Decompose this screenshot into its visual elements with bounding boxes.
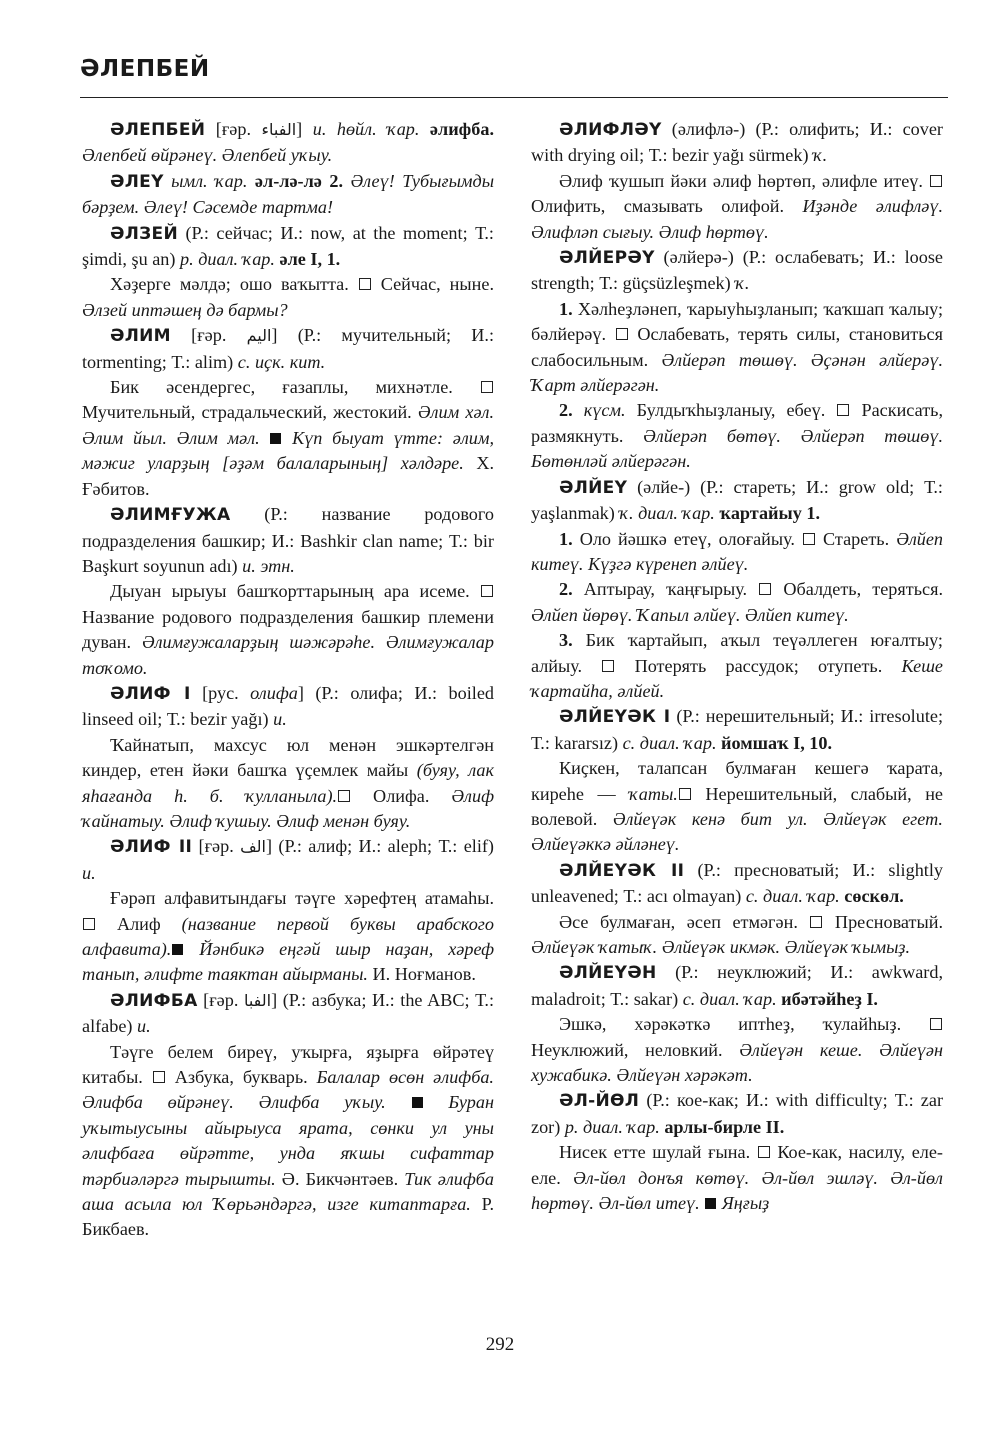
definition-al-yol [531, 1140, 943, 1216]
definition-alzey [82, 272, 494, 323]
entry-alepbey [82, 117, 494, 169]
etymology: [рус. [190, 682, 251, 703]
headword: ӘЛИФ II [110, 837, 193, 858]
grammar-label: ҡ. [813, 145, 828, 166]
definition: Бик әсендергес, ғазаплы, михнәтле. [110, 377, 480, 398]
translations: (Р.: название родового подразделения башкир; И.: Bashkir clan name; Т.: bir Başkurt soyunun adı) [82, 504, 494, 576]
definition: Ҡайнатып, махсус юл менән эшкәртелгән киндер, етен йәки башҡа үҫемлек майы [82, 734, 494, 781]
etymology-close: ] [296, 119, 313, 139]
citation-source: Х. Ғәбитов. [82, 453, 494, 499]
cross-reference: әле I, 1. [279, 249, 341, 270]
sense-number: 2. [559, 400, 573, 421]
russian-gloss: Потерять рассудок; отупеть. [615, 655, 902, 676]
antonym: ҡаты. [629, 783, 678, 804]
russian-gloss: Сейчас, ныне. [371, 274, 494, 295]
definition-note: (буяу, лак яһағанда һ. б. ҡулланыла). [82, 760, 494, 806]
russian-gloss: Нерешительный, слабый, не волевой. [531, 783, 943, 829]
russian-gloss: Кое-как, насилу, еле-еле. [531, 1142, 943, 1188]
open-square-icon [758, 1146, 770, 1158]
source-word: олифа [250, 682, 298, 703]
entry-aliflau [531, 117, 943, 169]
entry-alif-2 [82, 834, 494, 886]
example: Әлзей иптәшең дә бармы? [82, 299, 288, 320]
citation-source: Ә. Бикчәнтәев. [275, 1168, 405, 1189]
definition: Бик ҡартайып, аҡыл теүәллеген юғалтыу; алйыу. [531, 630, 943, 676]
filled-square-icon [270, 433, 281, 444]
translations: (әлифлә-) (Р.: олифить; И.: cover with drying oil; Т.: bezir yağı sürmek) [531, 119, 943, 166]
arabic-word: اليم [246, 326, 272, 346]
definition-aliflau [531, 169, 943, 245]
translations: (Р.: пресноватый; И.: slightly unleavened; Т.: acı olmayan) [531, 859, 943, 907]
grammar-label: и. [137, 1016, 151, 1037]
filled-square-icon [705, 1198, 716, 1209]
open-square-icon [803, 533, 815, 545]
example: Әлйерәп бөтөү. Әлйерәп төшөү. Бөтөнләй әлйерәгән. [531, 425, 943, 472]
sense-number: 2. [559, 579, 573, 600]
definition: Эшкә, хәрәкәткә иптһеҙ, ҡулайһыҙ. [559, 1014, 929, 1035]
sense-1 [531, 297, 943, 399]
sense-1 [531, 527, 943, 578]
definition-alyeuak-1 [531, 756, 943, 858]
arabic-word: الف [240, 837, 266, 857]
translations: (әлйе-) (Р.: стареть; И.: grow old; Т.: yaşlanmak) [531, 476, 943, 524]
headword: ӘЛИФ I [110, 683, 191, 704]
cross-reference: ҡартайыу 1. [719, 503, 821, 524]
example: Кеше ҡартайһа, әлйей. [531, 655, 943, 701]
translations: (әлйерә-) (Р.: ослабевать; И.: loose strength; Т.: güçsüzleşmek) [531, 247, 943, 294]
open-square-icon [930, 175, 942, 187]
example: Әлйерәп төшөү. Әҫәнән әлйерәү. Ҡарт әлйерәгән. [531, 349, 943, 396]
definition: Хәҙерге мәлдә; ошо ваҡытта. [110, 274, 358, 295]
headword: ӘЛЗЕЙ [110, 223, 178, 244]
headword: ӘЛИМ [110, 326, 171, 347]
open-square-icon [153, 1071, 165, 1083]
cross-reference: әлифба. [429, 119, 494, 139]
translations: ] (Р.: азбука; И.: the ABC; Т.: alfabe) [82, 989, 494, 1037]
grammar-label: күсм. [572, 400, 626, 421]
citation: Күп быуат үтте: әлим, мәжиг уларҙың [әҙәм балаларының] хәлдәре. [82, 427, 494, 474]
cross-reference: ибәтәйһеҙ I. [781, 988, 878, 1009]
russian-gloss: Алиф [96, 913, 182, 934]
headword: ӘЛЙЕҮӘК II [559, 860, 685, 881]
grammar-label: с. иҫк. кит. [237, 351, 326, 372]
entry-aleu [82, 169, 494, 221]
definition-alimguzha [82, 579, 494, 681]
entry-alyerau [531, 245, 943, 297]
grammar-label: ҡ. диал. ҡар. [619, 503, 720, 524]
example: Әлйеп китеү. Күҙгә күренеп әлйеү. [531, 528, 944, 574]
grammar-label: р. диал. ҡар. [564, 1116, 665, 1137]
open-square-icon [837, 404, 849, 416]
definition: Дыуан ырыуы башҡорттарының ара исеме. [110, 581, 480, 602]
open-square-icon [810, 916, 822, 928]
entry-alyeuan [531, 960, 943, 1012]
open-square-icon [359, 278, 371, 290]
header-rule [80, 97, 948, 98]
sense-2 [531, 398, 943, 474]
sense-3 [531, 628, 943, 704]
russian-gloss: Олифить, смазывать олифой. [531, 196, 803, 217]
example: Иҙәнде әлифләү. Әлифләп сығыу. Әлиф һөртөү. [531, 196, 943, 242]
example: Әлйеп йөрөү. Ҡапыл әлйеү. Әлйеп китеү. [531, 604, 849, 625]
definition: Аптырау, ҡаңғырыу. [572, 579, 759, 600]
filled-square-icon [412, 1097, 423, 1108]
citation: Буран уҡытыусыны айырыуса ярата, сөнки ул уны әлифбаға өйрәтте, унда яҡшы сифаттар тәрбиәләргә тырышты. [82, 1092, 494, 1189]
headword: ӘЛЕҮ [110, 171, 164, 192]
arabic-word: الفباء [261, 120, 297, 139]
translations: ] (Р.: мучительный; И.: tormenting; Т.: alim) [82, 325, 495, 372]
arabic-word: الفبا [243, 990, 272, 1010]
example: Әлим хәл. Әлим йыл. Әлим мәл. [82, 402, 494, 448]
filled-square-icon [172, 944, 183, 955]
sense-number: 1. [559, 528, 573, 549]
headword: ӘЛИФЛӘҮ [559, 120, 662, 140]
russian-gloss: Название родового подразделения башкир племени дуван. [82, 606, 494, 653]
open-square-icon [481, 381, 493, 393]
russian-gloss: Мучительный, страдальческий, жестокий. [82, 402, 418, 423]
right-column [531, 117, 943, 1216]
cross-reference: әл-лә-лә 2. [254, 170, 344, 191]
definition-alif-2 [82, 886, 494, 988]
russian-gloss-note: (название первой буквы арабского алфавита). [82, 913, 494, 959]
example: Әл-йөл донъя көтөү. Әл-йөл эшләү. Әл-йөл һөртөү. Әл-йөл итеү. [531, 1167, 943, 1214]
example: Әлиф ҡайнатыу. Әлиф ҡушыу. Әлиф менән буяу. [82, 785, 494, 831]
citation-source: Р. Бикбаев. [82, 1194, 494, 1240]
definition-alyeuan [531, 1012, 943, 1088]
definition: Әлиф ҡушып йәки әлиф һөртөп, әлифле итеү. [559, 170, 929, 191]
entry-alyeuak-2 [531, 858, 943, 910]
definition: Тәүге белем биреү, уҡырға, яҙырға өйрәтеү китабы. [82, 1041, 494, 1088]
definition: Оло йәшкә етеү, олоғайыу. [572, 528, 802, 549]
page-number: 292 [485, 1334, 515, 1355]
russian-gloss: Неуклюжий, неловкий. [531, 1039, 740, 1060]
grammar-label: ымл. ҡар. [163, 170, 255, 191]
russian-gloss: Раскисать, размякнуть. [531, 400, 943, 446]
headword: ӘЛЙЕҮӘН [559, 963, 657, 984]
headword: ӘЛИФБА [110, 990, 198, 1011]
headword: ӘЛЙЕҮӘК I [559, 707, 671, 728]
citation: Йәнбикә еңгәй шыр наҙан, хәреф танып, әлифте таяктан айырманы. [82, 939, 494, 985]
entry-alimguzha [82, 502, 494, 579]
translations: (Р.: сейчас; И.: now, at the moment; Т.: şimdi, şu an) [82, 222, 494, 270]
headword: ӘЛ-ЙӨЛ [559, 1091, 640, 1112]
etymology: [ғәр. [170, 325, 247, 346]
example: Әлйеүәк кенә бит ул. Әлйеүәк егет. Әлйеүәккә әйләнеү. [531, 808, 943, 855]
entry-alyeu [531, 475, 943, 527]
open-square-icon [602, 660, 614, 672]
sense-number: 3. [559, 630, 573, 651]
example: Әлеү! Тубығымды бәрҙем. Әлеү! Сәсемде тартма! [82, 170, 495, 218]
example: Әлепбей өйрәнеү. Әлепбей уҡыу. [82, 145, 333, 166]
cross-reference: сөскөл. [844, 886, 904, 907]
definition: Киҫкен, талапсан булмаған кешегә ҡарата, киреһе — [531, 758, 943, 804]
example: Әлйеүән кеше. Әлйеүән хужабикә. Әлйеүән хәрәкәт. [531, 1039, 943, 1086]
citation: Тик әлифба аша асыла юл Ҡөрьәндәргә, изге китаптарға. [82, 1168, 494, 1215]
entry-al-yol [531, 1088, 943, 1140]
example: Әлимғужаларҙың шәжәрәһе. Әлимғужалар тоҡомо. [82, 632, 494, 678]
russian-gloss: Стареть. [815, 528, 897, 549]
translations: ] (Р.: алиф; И.: aleph; Т.: elif) [266, 836, 494, 857]
entry-alim [82, 323, 494, 375]
headword: ӘЛЙЕҮ [559, 477, 628, 498]
citation-source: И. Ноғманов. [367, 964, 476, 985]
grammar-label: с. диал. ҡар. [745, 886, 845, 907]
grammar-label: с. диал. ҡар. [682, 988, 782, 1009]
etymology: [ғәр. [192, 836, 241, 857]
definition-alim [82, 375, 494, 502]
grammar-label: и. [82, 862, 96, 883]
open-square-icon [679, 788, 691, 800]
sense-2 [531, 577, 943, 628]
grammar-label: и. [273, 709, 287, 730]
entry-alzey [82, 221, 494, 273]
example: Балалар өсөн әлифба. Әлифба өйрәнеү. Әлифба уҡыу. [82, 1067, 494, 1113]
grammar-label: с. диал. ҡар. [622, 732, 722, 753]
cross-reference: йомшаҡ I, 10. [721, 732, 833, 753]
translations: (Р.: нерешительный; И.: irresolute; Т.: kararsız) [531, 706, 943, 753]
definition: Булдыҡһыҙланыу, ебеү. [625, 400, 837, 421]
russian-gloss: Обалдеть, теряться. [772, 579, 943, 600]
grammar-label: р. диал. ҡар. [180, 249, 280, 270]
translations: (Р.: неуклюжий; И.: awkward, maladroit; Т.: sakar) [531, 962, 943, 1009]
grammar-label: и. һөйл. ҡар. [312, 119, 430, 139]
cross-reference: арлы-бирле II. [664, 1116, 785, 1137]
russian-gloss: Пресноватый. [823, 911, 943, 932]
open-square-icon [930, 1018, 942, 1030]
grammar-label: и. этн. [242, 555, 295, 576]
definition-alif-1 [82, 733, 494, 835]
definition-alyeuak-2 [531, 910, 943, 961]
definition: Әсе булмаған, әсеп етмәгән. [559, 911, 810, 932]
definition: Ғәрәп алфавитындағы тәүге хәрефтең атамаһы. [110, 888, 494, 909]
headword: ӘЛЕПБЕЙ [110, 120, 206, 140]
left-column [82, 117, 494, 1243]
entry-alifba [82, 988, 494, 1040]
entry-alyeuak-1 [531, 704, 943, 756]
russian-gloss: Олифа. [351, 785, 452, 806]
grammar-label: ҡ. [735, 273, 750, 294]
definition: Нисек етте шулай ғына. [559, 1142, 757, 1163]
translations: (Р.: кое-как; И.: with difficulty; Т.: zar zor) [531, 1090, 943, 1137]
citation: Яңғыҙ [717, 1193, 770, 1214]
open-square-icon [616, 328, 628, 340]
open-square-icon [338, 790, 350, 802]
example: Әлйеүәк ҡатыҡ. Әлйеүәк икмәк. Әлйеүәк ҡымыҙ. [531, 937, 911, 957]
open-square-icon [481, 585, 493, 597]
headword: ӘЛЙЕРӘҮ [559, 248, 655, 269]
translations: ] (Р.: олифа; И.: boiled linseed oil; Т.: bezir yağı) [82, 682, 495, 730]
open-square-icon [759, 583, 771, 595]
open-square-icon [83, 918, 95, 930]
sense-number: 1. [559, 298, 573, 319]
russian-gloss: Ослабевать, терять силы, становиться слабосильным. [531, 324, 943, 370]
running-head: ӘЛЕПБЕЙ [80, 56, 210, 82]
headword: ӘЛИМҒУЖА [110, 505, 231, 526]
etymology: [ғәр. [197, 989, 244, 1010]
etymology: [ғәр. [205, 119, 262, 139]
definition: Хәлһеҙләнеп, ҡарыуһыҙланып; ҡаҡшап ҡалыу; бәлйерәү. [531, 298, 943, 345]
definition-alifba [82, 1040, 494, 1243]
entry-alif-1 [82, 681, 494, 733]
russian-gloss: Азбука, букварь. [165, 1067, 317, 1088]
